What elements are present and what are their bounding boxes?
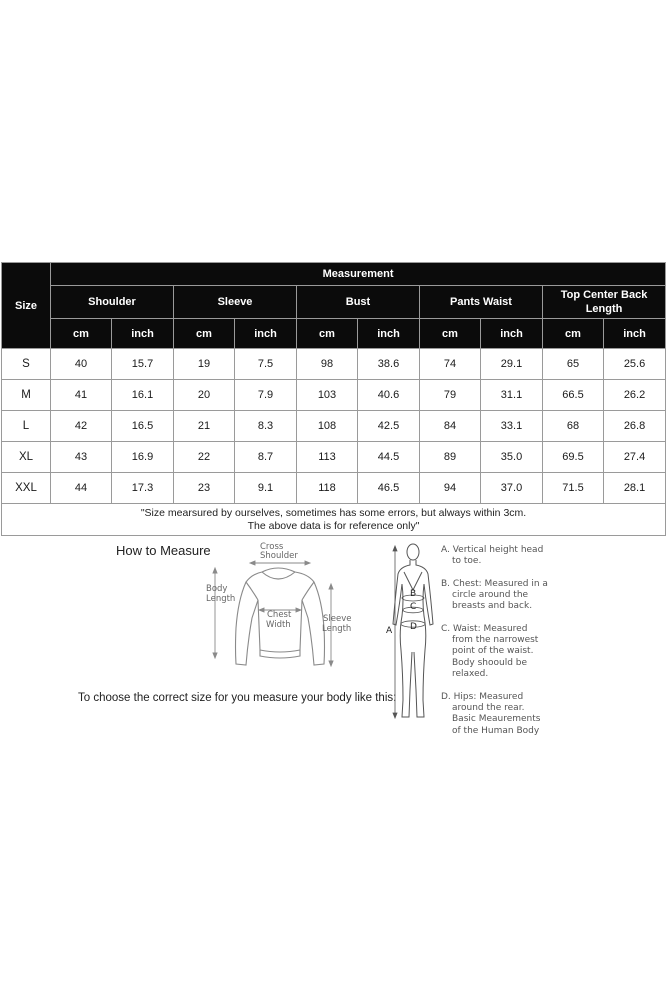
unit-inch-header: inch xyxy=(604,319,666,349)
table-row xyxy=(2,473,666,504)
table-cell: 94 xyxy=(420,473,481,504)
group-header: Pants Waist xyxy=(420,286,543,319)
cross-shoulder-label-1: Cross xyxy=(260,542,284,552)
note-line: B. Chest: Measured in a xyxy=(441,579,548,589)
table-cell: 68 xyxy=(543,411,604,442)
table-cell: 98 xyxy=(297,349,358,380)
note-line: Basic Meaurements xyxy=(452,714,541,725)
table-cell: 27.4 xyxy=(604,442,666,473)
table-row xyxy=(2,380,666,411)
chest-width-label-1: Chest xyxy=(267,610,292,620)
unit-row xyxy=(2,319,666,349)
table-cell: 16.9 xyxy=(112,442,174,473)
table-cell: 8.3 xyxy=(235,411,297,442)
body-length-label-1: Body xyxy=(206,584,228,594)
table-cell: 25.6 xyxy=(604,349,666,380)
note-line: around the rear. xyxy=(452,703,525,714)
table-cell: 42 xyxy=(51,411,112,442)
table-cell: 21 xyxy=(174,411,235,442)
note-line: A. Vertical height head xyxy=(441,545,544,555)
table-cell: 16.5 xyxy=(112,411,174,442)
table-cell: 26.2 xyxy=(604,380,666,411)
table-cell: 7.9 xyxy=(235,380,297,411)
unit-cm-header: cm xyxy=(174,319,235,349)
size-label: XXL xyxy=(2,473,51,504)
group-header: Shoulder xyxy=(51,286,174,319)
table-cell: 29.1 xyxy=(481,349,543,380)
note-line: breasts and back. xyxy=(452,601,533,612)
unit-inch-header: inch xyxy=(358,319,420,349)
table-cell: 40 xyxy=(51,349,112,380)
table-row xyxy=(2,411,666,442)
note-hips xyxy=(441,692,540,737)
cross-shoulder-label-2: Shoulder xyxy=(260,551,298,561)
note-line: to toe. xyxy=(452,556,482,567)
table-cell: 28.1 xyxy=(604,473,666,504)
table-cell: 22 xyxy=(174,442,235,473)
table-row xyxy=(2,349,666,380)
note-height xyxy=(441,545,543,567)
size-label: L xyxy=(2,411,51,442)
footnote-line-2: The above data is for reference only" xyxy=(247,519,420,532)
table-cell: 15.7 xyxy=(112,349,174,380)
table-cell: 35.0 xyxy=(481,442,543,473)
table-cell: 44 xyxy=(51,473,112,504)
size-label: M xyxy=(2,380,51,411)
table-cell: 31.1 xyxy=(481,380,543,411)
size-label: S xyxy=(2,349,51,380)
table-cell: 84 xyxy=(420,411,481,442)
table-cell: 79 xyxy=(420,380,481,411)
note-line: C. Waist: Measured xyxy=(441,624,528,634)
table-cell: 46.5 xyxy=(358,473,420,504)
body-letter-b: B xyxy=(410,589,417,599)
table-cell: 26.8 xyxy=(604,411,666,442)
note-line: point of the waist. xyxy=(452,646,534,657)
note-line: Body shoould be xyxy=(452,657,528,668)
measurement-header: Measurement xyxy=(51,263,666,286)
table-cell: 118 xyxy=(297,473,358,504)
note-line: of the Human Body xyxy=(452,725,540,736)
group-header: Top Center Back Length xyxy=(543,286,666,319)
unit-inch-header: inch xyxy=(235,319,297,349)
size-column-header: Size xyxy=(2,263,51,349)
unit-cm-header: cm xyxy=(543,319,604,349)
note-line: D. Hips: Measured xyxy=(441,692,524,702)
note-waist xyxy=(441,624,538,680)
body-measure-diagram xyxy=(378,540,440,730)
table-cell: 71.5 xyxy=(543,473,604,504)
table-cell: 40.6 xyxy=(358,380,420,411)
group-header: Sleeve xyxy=(174,286,297,319)
table-cell: 33.1 xyxy=(481,411,543,442)
table-cell: 20 xyxy=(174,380,235,411)
table-cell: 37.0 xyxy=(481,473,543,504)
measurement-group-row xyxy=(2,286,666,319)
table-cell: 23 xyxy=(174,473,235,504)
unit-cm-header: cm xyxy=(51,319,112,349)
table-cell: 19 xyxy=(174,349,235,380)
chest-width-label-2: Width xyxy=(266,620,291,630)
table-cell: 9.1 xyxy=(235,473,297,504)
footnote-line-1: "Size mearsured by ourselves, sometimes has some errors, but always within 3cm. xyxy=(140,506,527,519)
table-body xyxy=(2,349,666,504)
table-cell: 69.5 xyxy=(543,442,604,473)
size-label: XL xyxy=(2,442,51,473)
table-cell: 66.5 xyxy=(543,380,604,411)
table-cell: 113 xyxy=(297,442,358,473)
note-line: from the narrowest xyxy=(452,635,539,646)
table-row xyxy=(2,442,666,473)
body-letter-d: D xyxy=(410,622,417,632)
table-cell: 42.5 xyxy=(358,411,420,442)
note-line: relaxed. xyxy=(452,668,489,679)
table-cell: 89 xyxy=(420,442,481,473)
body-letter-a: A xyxy=(386,626,393,636)
how-to-measure-title: How to Measure xyxy=(116,543,211,558)
table-cell: 65 xyxy=(543,349,604,380)
unit-inch-header: inch xyxy=(112,319,174,349)
table-cell: 7.5 xyxy=(235,349,297,380)
table-footnote xyxy=(2,504,666,536)
table-cell: 17.3 xyxy=(112,473,174,504)
table-cell: 8.7 xyxy=(235,442,297,473)
table-cell: 74 xyxy=(420,349,481,380)
body-letter-c: C xyxy=(410,602,417,612)
note-line: circle around the xyxy=(452,590,529,601)
group-header: Bust xyxy=(297,286,420,319)
unit-cm-header: cm xyxy=(420,319,481,349)
table-cell: 38.6 xyxy=(358,349,420,380)
unit-cm-header: cm xyxy=(297,319,358,349)
note-chest xyxy=(441,579,548,613)
table-cell: 103 xyxy=(297,380,358,411)
garment-measure-diagram xyxy=(200,540,370,675)
unit-inch-header: inch xyxy=(481,319,543,349)
measure-instruction: To choose the correct size for you measure your body like this: xyxy=(78,692,397,704)
body-length-label-2: Length xyxy=(206,594,236,604)
table-cell: 43 xyxy=(51,442,112,473)
table-cell: 41 xyxy=(51,380,112,411)
size-chart-table xyxy=(1,262,666,536)
table-cell: 16.1 xyxy=(112,380,174,411)
sleeve-length-label-1: Sleeve xyxy=(323,614,352,624)
table-header xyxy=(2,263,666,349)
table-cell: 108 xyxy=(297,411,358,442)
table-cell: 44.5 xyxy=(358,442,420,473)
sleeve-length-label-2: Length xyxy=(322,624,352,634)
